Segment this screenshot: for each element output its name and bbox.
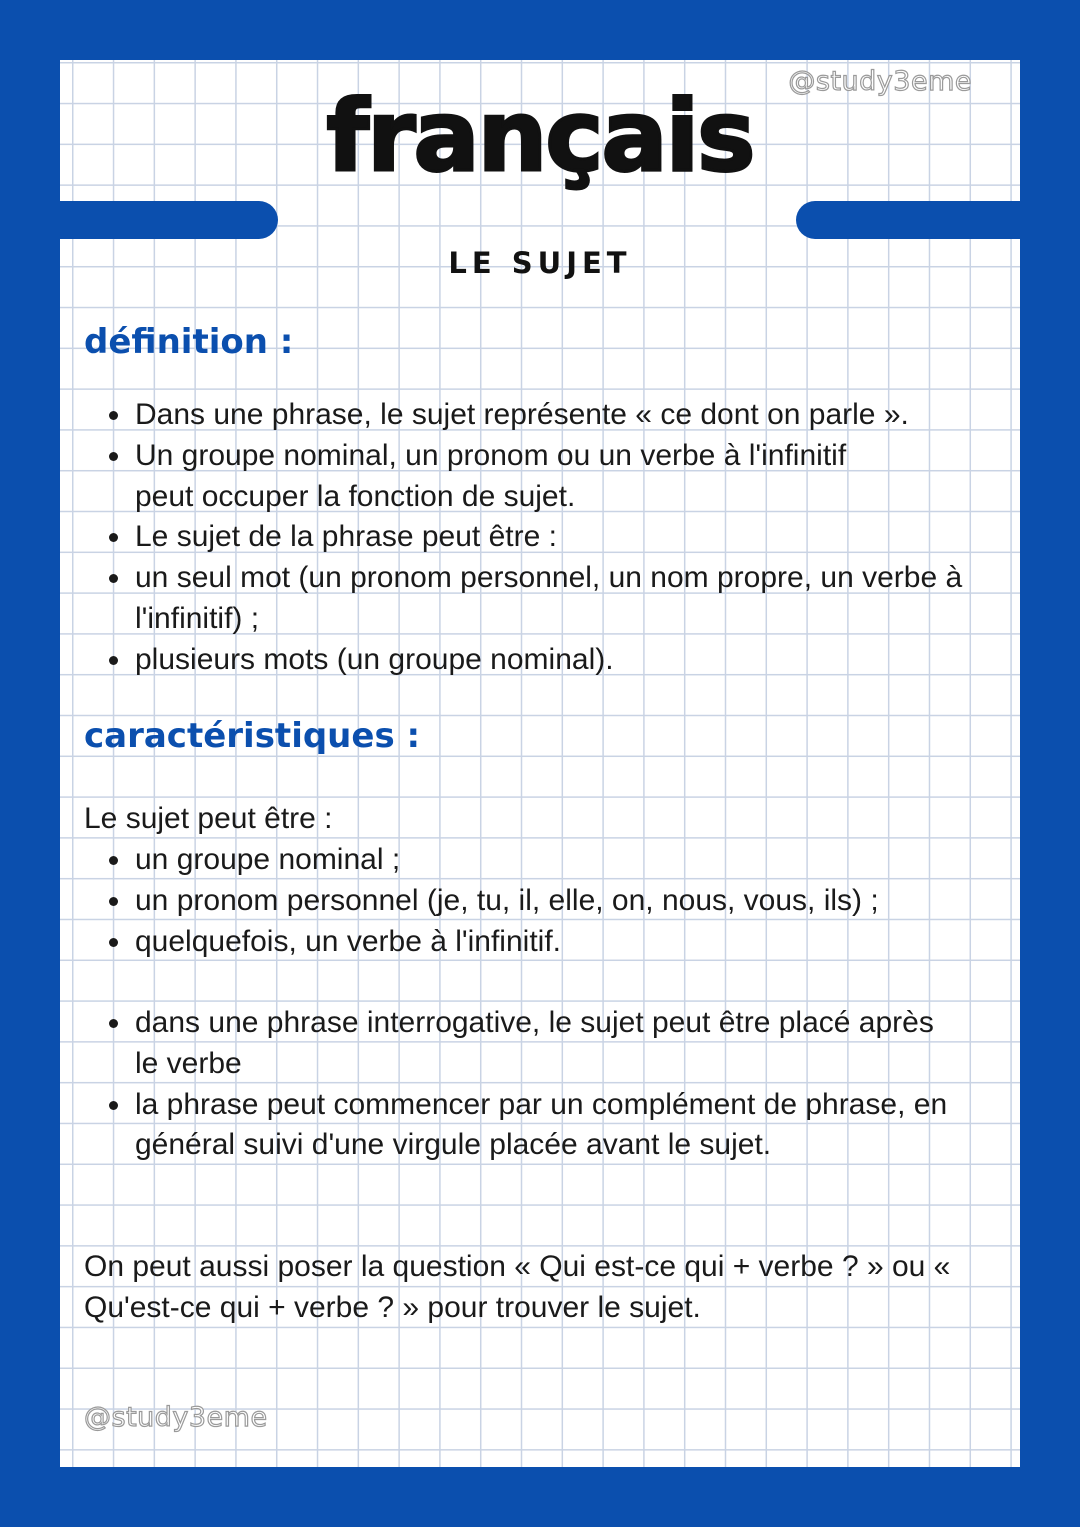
watermark-handle-bottom: @study3eme: [84, 1402, 268, 1433]
list-item: un pronom personnel (je, tu, il, elle, on, nous, vous, ils) ;: [84, 881, 1004, 922]
caracteristiques-heading: caractéristiques :: [84, 716, 421, 756]
definition-section: [84, 395, 1004, 681]
definition-list: [84, 395, 1004, 681]
list-item: la phrase peut commencer par un complément de phrase, en général suivi d'une virgule placée avant le sujet.: [84, 1085, 1004, 1167]
definition-heading: définition :: [84, 322, 294, 362]
list-item: un groupe nominal ;: [84, 840, 1004, 881]
list-item: Un groupe nominal, un pronom ou un verbe à l'infinitif peut occuper la fonction de sujet.: [84, 436, 1004, 518]
note-sheet: [60, 60, 1020, 1467]
list-item: un seul mot (un pronom personnel, un nom propre, un verbe à l'infinitif) ;: [84, 558, 1004, 640]
decorative-bar-right: [796, 201, 1020, 239]
caracteristiques-list: [84, 840, 1004, 962]
list-item: Le sujet de la phrase peut être :: [84, 517, 1004, 558]
watermark-handle-top: @study3eme: [788, 66, 972, 97]
decorative-bar-left: [60, 201, 278, 239]
list-item: dans une phrase interrogative, le sujet peut être placé après le verbe: [84, 1003, 1004, 1085]
list-item: quelquefois, un verbe à l'infinitif.: [84, 922, 1004, 963]
tip-note: On peut aussi poser la question « Qui est-ce qui + verbe ? » ou « Qu'est-ce qui + verbe ? » pour trouver le sujet.: [84, 1250, 951, 1324]
page-title: français: [326, 80, 754, 194]
page-subtitle: LE SUJET: [448, 246, 632, 280]
caracteristiques-list-2: [84, 1003, 1004, 1166]
caracteristiques-section-2: [84, 1003, 1004, 1166]
list-item: plusieurs mots (un groupe nominal).: [84, 640, 1004, 681]
list-item: Dans une phrase, le sujet représente « ce dont on parle ».: [84, 395, 1004, 436]
caracteristiques-section: [84, 840, 1004, 962]
caracteristiques-intro: Le sujet peut être :: [84, 802, 333, 835]
